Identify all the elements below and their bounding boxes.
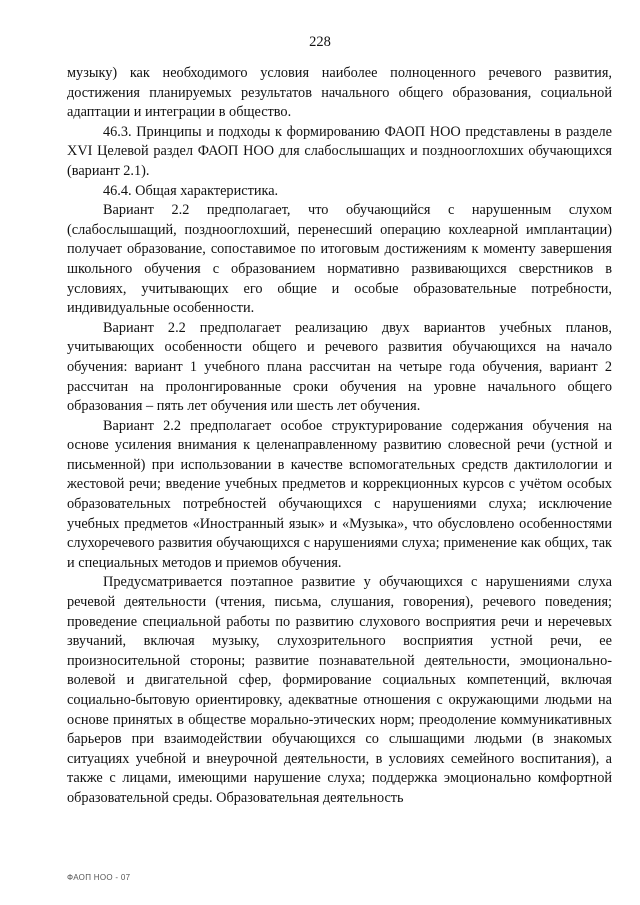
- paragraph-variant-overview: Вариант 2.2 предполагает, что обучающийся с нарушенным слухом (слабослышащий, позднооглохший, перенесший операцию кохлеарной имплантации) получает образование, сопоставимое по итоговым достижениям к моменту завершения школьного обучения с образованием нормативно развивающихся сверстников в условиях, учитывающих его общие и особые образовательные потребности, индивидуальные особенности.: [67, 202, 612, 317]
- paragraph-continuation: музыку) как необходимого условия наиболее полноценного речевого развития, достижения планируемых результатов начального общего образования, социальной адаптации и интеграции в общество.: [67, 65, 612, 121]
- paragraph-speech-development: Предусматривается поэтапное развитие у обучающихся с нарушениями слуха речевой деятельности (чтения, письма, слушания, говорения), речевого поведения; проведение специальной работы по развитию слухового восприятия речи и неречевых звучаний, включая музыку, слухозрительного восприятия устной речи, ее произносительной стороны; развитие познавательной деятельности, эмоционально-волевой и двигательной сфер, формирование социальных компетенций, включая социально-бытовую ориентировку, адекватные отношения с окружающими людьми на основе принятых в обществе морально-этических норм; преодоление коммуникативных барьеров при взаимодействии обучающихся со слышащими людьми (в знакомых ситуациях учебной и внеурочной деятельности, в условиях семейного воспитания), а также с лицами, имеющими нарушение слуха; поддержка эмоционально комфортной образовательной среды. Образовательная деятельность: [67, 574, 612, 806]
- paragraph-content-structure: Вариант 2.2 предполагает особое структурирование содержания обучения на основе усиления внимания к целенаправленному развитию словесной речи (устной и письменной) при использовании в качестве вспомогательных средств дактилологии и жестовой речи; введение учебных предметов и коррекционных курсов с учётом особых образовательных потребностей обучающихся с нарушениями слуха; исключение учебных предметов «Иностранный язык» и «Музыка», что обусловлено особенностями слухоречевого развития обучающихся с нарушениями слуха; применение как общих, так и специальных методов и приемов обучения.: [67, 417, 612, 571]
- paragraph-curriculum-plans: Вариант 2.2 предполагает реализацию двух вариантов учебных планов, учитывающих особенности общего и речевого развития обучающихся на начало обучения: вариант 1 учебного плана рассчитан на четыре года обучения, вариант 2 рассчитан на пролонгированные сроки обучения на уровне начального общего образования – пять лет обучения или шесть лет обучения.: [67, 319, 612, 415]
- footer-document-code: ФАОП НОО - 07: [67, 873, 131, 882]
- document-body: [67, 64, 612, 809]
- paragraph-46-3: 46.3. Принципы и подходы к формированию ФАОП НОО представлены в разделе XVI Целевой раздел ФАОП НОО для слабослышащих и позднооглохших обучающихся (вариант 2.1).: [67, 123, 612, 179]
- page-number: 228: [309, 34, 331, 50]
- paragraph-46-4: 46.4. Общая характеристика.: [103, 182, 279, 199]
